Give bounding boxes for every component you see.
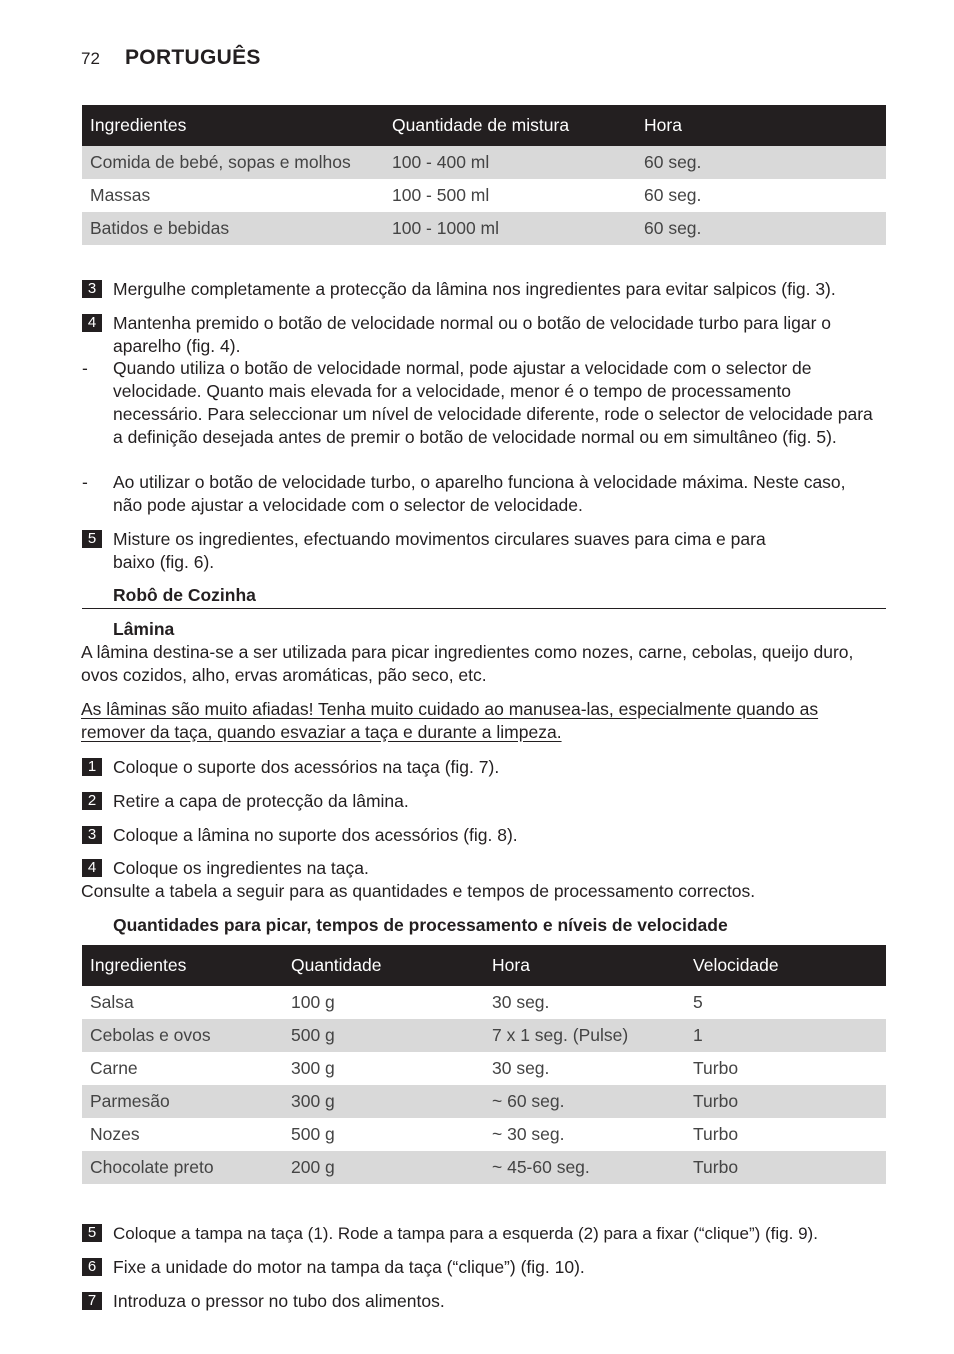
step-text: Coloque a tampa na taça (1). Rode a tampa para a esquerda (2) para a fixar (“clique”) (fig. 9). bbox=[113, 1224, 818, 1243]
table-cell: 7 x 1 seg. (Pulse) bbox=[484, 1019, 685, 1052]
table-cell: Turbo bbox=[685, 1085, 886, 1118]
table-header-cell: Ingredientes bbox=[82, 105, 384, 146]
blade-intro: A lâmina destina-se a ser utilizada para picar ingredientes como nozes, carne, cebolas, queijo duro, ovos cozidos, alho, ervas aromáticas, pão seco, etc. bbox=[81, 642, 854, 685]
step-number-badge: 4 bbox=[82, 859, 102, 877]
table-row bbox=[82, 1151, 886, 1184]
table-cell: 30 seg. bbox=[492, 992, 550, 1012]
table-title: Quantidades para picar, tempos de processamento e níveis de velocidade bbox=[113, 915, 728, 935]
step-text: Introduza o pressor no tubo dos alimentos. bbox=[113, 1291, 445, 1311]
language-title: PORTUGUÊS bbox=[125, 46, 261, 69]
table-cell: Chocolate preto bbox=[82, 1151, 283, 1184]
step-text: Fixe a unidade do motor na tampa da taça (“clique”) (fig. 10). bbox=[113, 1257, 585, 1277]
section-title: Robô de Cozinha bbox=[113, 585, 256, 605]
step-number-badge: 2 bbox=[82, 792, 102, 810]
table-cell: Salsa bbox=[90, 992, 134, 1012]
step-number-badge: 5 bbox=[82, 1224, 102, 1242]
table-header-row bbox=[82, 105, 886, 146]
step-number-badge: 7 bbox=[82, 1292, 102, 1310]
table-cell: 100 g bbox=[291, 992, 335, 1012]
table-cell: 30 seg. bbox=[492, 1058, 550, 1078]
table-row bbox=[82, 1019, 886, 1052]
step-text: Mergulhe completamente a protecção da lâmina nos ingredientes para evitar salpicos (fig. 3). bbox=[113, 279, 836, 299]
table-cell: Carne bbox=[90, 1058, 138, 1078]
step-item bbox=[82, 756, 499, 779]
table-cell: Turbo bbox=[685, 1151, 886, 1184]
bullet-dash: - bbox=[82, 472, 88, 492]
step-number-badge: 1 bbox=[82, 758, 102, 776]
blade-warning bbox=[81, 698, 851, 744]
table-cell: Turbo bbox=[693, 1124, 739, 1144]
table-row bbox=[82, 1085, 886, 1118]
table-header-cell: Hora bbox=[484, 945, 685, 986]
step-item bbox=[82, 278, 882, 301]
step-text: Coloque os ingredientes na taça. bbox=[113, 858, 369, 878]
warning-text: As lâminas são muito afiadas! Tenha muito cuidado ao manusea-las, especialmente quando as remover da taça, quando esvaziar a taça e durante a limpeza. bbox=[81, 699, 819, 742]
step-text: Mantenha premido o botão de velocidade normal ou o botão de velocidade turbo para ligar o aparelho (fig. 4). bbox=[113, 313, 831, 356]
table-cell: Massas bbox=[90, 185, 151, 205]
chopping-table bbox=[82, 945, 886, 1184]
table-cell: 1 bbox=[685, 1019, 886, 1052]
table-note: Consulte a tabela a seguir para as quantidades e tempos de processamento correctos. bbox=[81, 881, 756, 901]
table-cell: 100 - 400 ml bbox=[384, 146, 636, 179]
table-cell: 60 seg. bbox=[636, 146, 886, 179]
table-row bbox=[82, 146, 886, 179]
table-header-cell: Hora bbox=[636, 105, 886, 146]
step-text: Coloque a lâmina no suporte dos acessórios (fig. 8). bbox=[113, 825, 518, 845]
bullet-text: Quando utiliza o botão de velocidade normal, pode ajustar a velocidade com o selector de velocidade. Quanto mais elevada for a velocidade, menor é o tempo de processamento necessário. Para seleccionar um nível de velocidade diferente, rode o selector de velocidade para a definição desejada antes de premir o botão de velocidade normal ou em simultâneo (fig. 5). bbox=[113, 358, 873, 447]
step-number-badge: 6 bbox=[82, 1258, 102, 1276]
step-text: Retire a capa de protecção da lâmina. bbox=[113, 791, 409, 811]
table-cell: Comida de bebé, sopas e molhos bbox=[82, 146, 384, 179]
table-row bbox=[82, 212, 886, 245]
table-row bbox=[82, 1052, 886, 1085]
bullet-text: Ao utilizar o botão de velocidade turbo, o aparelho funciona à velocidade máxima. Neste caso, não pode ajustar a velocidade com o selector de velocidade. bbox=[113, 472, 846, 515]
step-item bbox=[82, 312, 882, 358]
mixing-table bbox=[82, 105, 886, 245]
step-item bbox=[82, 857, 369, 880]
table-header-cell: Velocidade bbox=[685, 945, 886, 986]
table-cell: 200 g bbox=[283, 1151, 484, 1184]
table-cell: Batidos e bebidas bbox=[82, 212, 384, 245]
table-row bbox=[82, 179, 886, 212]
step-text: Coloque o suporte dos acessórios na taça (fig. 7). bbox=[113, 757, 500, 777]
table-cell: ~ 45-60 seg. bbox=[484, 1151, 685, 1184]
table-cell: 60 seg. bbox=[636, 212, 886, 245]
table-cell: Cebolas e ovos bbox=[82, 1019, 283, 1052]
table-cell: 300 g bbox=[291, 1058, 335, 1078]
table-row bbox=[82, 1118, 886, 1151]
table-cell: 100 - 1000 ml bbox=[384, 212, 636, 245]
step-item bbox=[82, 528, 812, 574]
step-text: Misture os ingredientes, efectuando movimentos circulares suaves para cima e para baixo (fig. 6). bbox=[113, 529, 766, 572]
step-number-badge: 3 bbox=[82, 280, 102, 298]
table-cell: 300 g bbox=[283, 1085, 484, 1118]
table-row bbox=[82, 986, 886, 1019]
table-header-cell: Quantidade de mistura bbox=[384, 105, 636, 146]
subsection-title: Lâmina bbox=[113, 619, 175, 639]
step-item bbox=[82, 1290, 445, 1313]
bullet-item bbox=[82, 357, 877, 449]
bullet-item bbox=[82, 471, 877, 517]
table-cell: 500 g bbox=[291, 1124, 335, 1144]
table-cell: Parmesão bbox=[82, 1085, 283, 1118]
step-item bbox=[82, 1256, 585, 1279]
step-number-badge: 5 bbox=[82, 530, 102, 548]
table-cell: 100 - 500 ml bbox=[392, 185, 490, 205]
table-cell: ~ 60 seg. bbox=[484, 1085, 685, 1118]
table-cell: 5 bbox=[693, 992, 703, 1012]
step-item bbox=[82, 824, 518, 847]
step-number-badge: 4 bbox=[82, 314, 102, 332]
section-divider bbox=[82, 608, 886, 609]
table-header-cell: Ingredientes bbox=[82, 945, 283, 986]
bullet-dash: - bbox=[82, 358, 88, 378]
table-cell: 500 g bbox=[283, 1019, 484, 1052]
table-cell: Turbo bbox=[693, 1058, 739, 1078]
table-cell: Nozes bbox=[90, 1124, 140, 1144]
page-number: 72 bbox=[81, 49, 100, 68]
table-header-cell: Quantidade bbox=[283, 945, 484, 986]
table-cell: 60 seg. bbox=[644, 185, 702, 205]
step-item bbox=[82, 1222, 887, 1245]
table-header-row bbox=[82, 945, 886, 986]
step-item bbox=[82, 790, 409, 813]
table-cell: ~ 30 seg. bbox=[492, 1124, 565, 1144]
step-number-badge: 3 bbox=[82, 826, 102, 844]
